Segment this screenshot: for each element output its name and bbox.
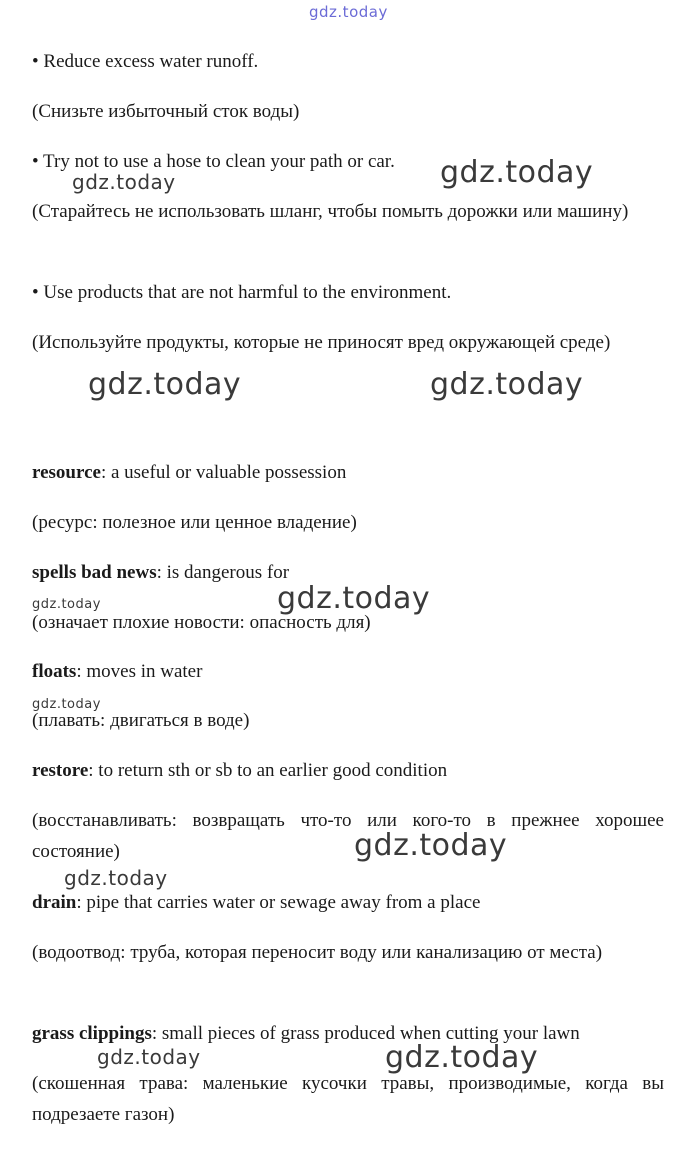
watermark: gdz.today: [88, 367, 242, 402]
bullet-reduce-runoff-translation: (Снизьте избыточный сток воды): [32, 101, 300, 122]
glossary-translation-spells-bad-news: (означает плохие новости: опасность для): [32, 612, 371, 633]
glossary-translation-grass-clippings: (скошенная трава: маленькие кусочки травы, производимые, когда вы подрезаете газон): [32, 1073, 664, 1125]
glossary-term-floats: [32, 661, 202, 683]
watermark: gdz.today: [385, 1040, 539, 1075]
watermark: gdz.today: [32, 597, 101, 612]
watermark: gdz.today: [354, 828, 508, 863]
glossary-term-drain: [32, 892, 480, 914]
term-label: spells bad news: [32, 562, 157, 583]
watermark: gdz.today: [277, 581, 431, 616]
watermark: gdz.today: [440, 155, 594, 190]
term-label: restore: [32, 760, 89, 781]
bullet-products-translation: (Используйте продукты, которые не приносят вред окружающей среде): [32, 332, 611, 353]
term-label: grass clippings: [32, 1023, 152, 1044]
term-label: drain: [32, 892, 77, 913]
glossary-term-spells-bad-news: [32, 562, 289, 584]
watermark: gdz.today: [97, 1045, 201, 1069]
watermark: gdz.today: [64, 866, 168, 890]
watermark: gdz.today: [72, 170, 176, 194]
glossary-translation-drain: (водоотвод: труба, которая переносит воду или канализацию от места): [32, 942, 603, 963]
term-definition: : a useful or valuable possession: [100, 462, 347, 483]
term-definition: : moves in water: [76, 661, 203, 682]
bullet-reduce-runoff: • Reduce excess water runoff.: [32, 51, 259, 72]
bullet-hose: • Try not to use a hose to clean your path or car.: [32, 151, 395, 172]
watermark: gdz.today: [430, 367, 584, 402]
term-definition: : pipe that carries water or sewage away from a place: [76, 892, 481, 913]
term-definition: : is dangerous for: [156, 562, 290, 583]
glossary-term-resource: [32, 462, 346, 484]
term-label: floats: [32, 661, 77, 682]
glossary-translation-resource: (ресурс: полезное или ценное владение): [32, 512, 357, 533]
glossary-translation-restore: (восстанавливать: возвращать что-то или кого-то в прежнее хорошее состояние): [32, 810, 664, 862]
glossary-term-restore: [32, 760, 447, 782]
watermark: gdz.today: [32, 697, 101, 712]
term-label: resource: [32, 462, 101, 483]
bullet-hose-translation: (Старайтесь не использовать шланг, чтобы помыть дорожки или машину): [32, 201, 629, 222]
glossary-translation-floats: (плавать: двигаться в воде): [32, 710, 250, 731]
term-definition: : small pieces of grass produced when cutting your lawn: [151, 1023, 580, 1044]
term-definition: : to return sth or sb to an earlier good condition: [88, 760, 448, 781]
bullet-products: • Use products that are not harmful to the environment.: [32, 282, 452, 303]
watermark-top: gdz.today: [309, 3, 388, 21]
